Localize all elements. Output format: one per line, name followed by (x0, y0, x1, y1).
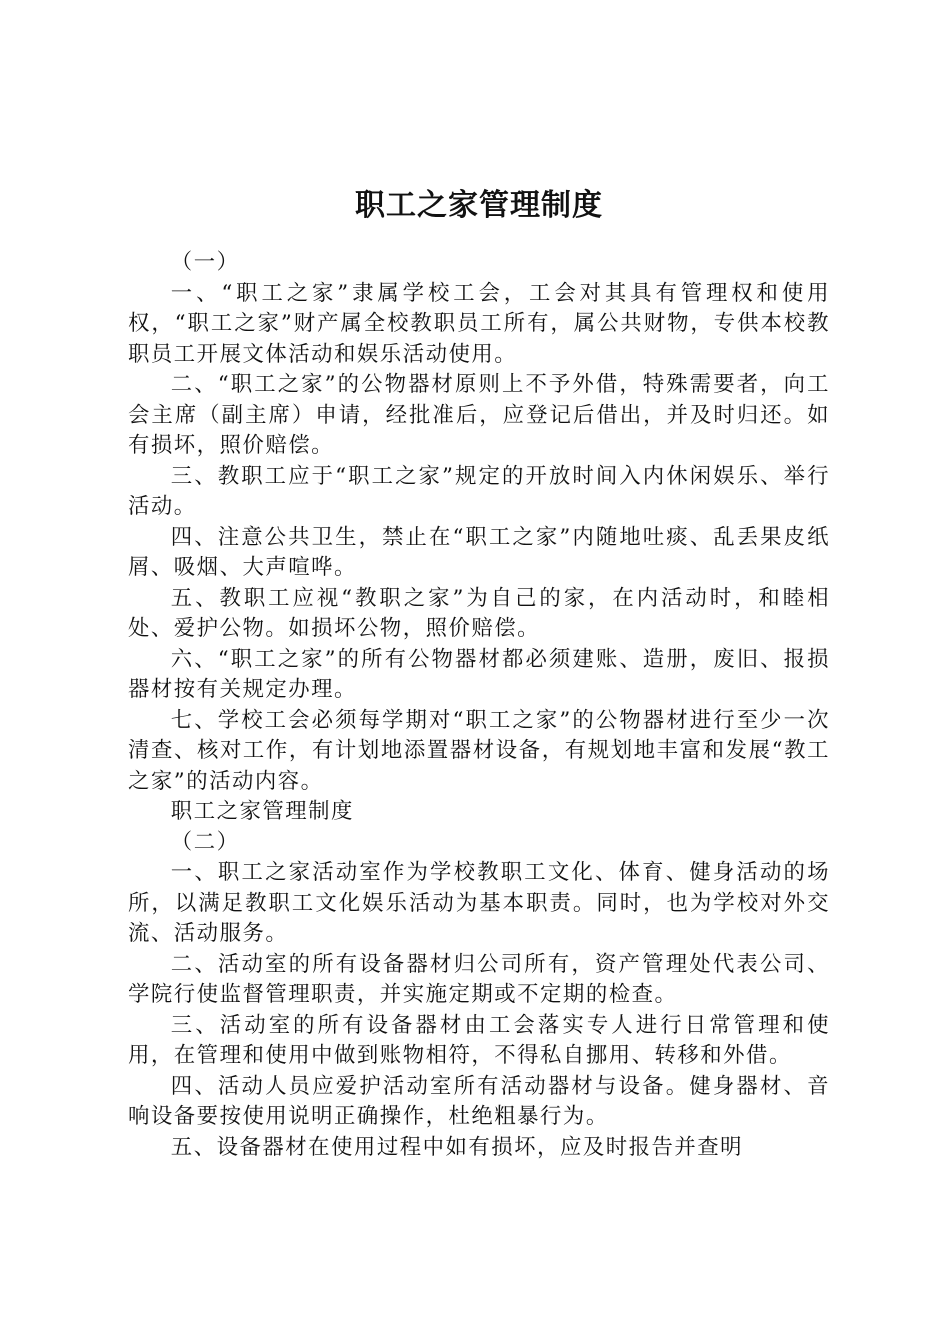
paragraph: 四、活动人员应爱护活动室所有活动器材与设备。健身器材、音响设备要按使用说明正确操作，杜绝粗暴行为。 (128, 1073, 830, 1129)
section-two-heading: （二） (170, 829, 240, 855)
paragraph: 七、学校工会必须每学期对“职工之家”的公物器材进行至少一次清查、核对工作，有计划地添置器材设备，有规划地丰富和发展“教工之家”的活动内容。 (128, 707, 830, 794)
paragraph: 二、活动室的所有设备器材归公司所有，资产管理处代表公司、学院行使监督管理职责，并实施定期或不定期的检查。 (128, 951, 830, 1007)
paragraph: 五、设备器材在使用过程中如有损坏，应及时报告并查明 (170, 1134, 744, 1160)
section-two-title: 职工之家管理制度 (170, 799, 354, 824)
paragraph: 一、职工之家活动室作为学校教职工文化、体育、健身活动的场所，以满足教职工文化娱乐活动为基本职责。同时，也为学校对外交流、活动服务。 (128, 860, 830, 946)
document-page (128, 170, 830, 1163)
paragraph: 四、注意公共卫生，禁止在“职工之家”内随地吐痰、乱丢果皮纸屑、吸烟、大声喧哗。 (128, 524, 830, 580)
paragraph: 一、“职工之家”隶属学校工会，工会对其具有管理权和使用权，“职工之家”财产属全校教职员工所有，属公共财物，专供本校教职员工开展文体活动和娱乐活动使用。 (128, 280, 830, 367)
paragraph: 二、“职工之家”的公物器材原则上不予外借，特殊需要者，向工会主席（副主席）申请，经批准后，应登记后借出，并及时归还。如有损坏，照价赔偿。 (128, 372, 830, 458)
paragraph: 六、“职工之家”的所有公物器材都必须建账、造册，废旧、报损器材按有关规定办理。 (128, 646, 830, 702)
section-one-heading: （一） (170, 250, 240, 275)
paragraph: 三、活动室的所有设备器材由工会落实专人进行日常管理和使用，在管理和使用中做到账物相符，不得私自挪用、转移和外借。 (128, 1012, 830, 1068)
paragraph: 五、教职工应视“教职之家”为自己的家，在内活动时，和睦相处、爱护公物。如损坏公物，照价赔偿。 (128, 585, 830, 641)
document-title: 职工之家管理制度 (355, 188, 603, 223)
paragraph: 三、教职工应于“职工之家”规定的开放时间入内休闲娱乐、举行活动。 (128, 463, 830, 519)
